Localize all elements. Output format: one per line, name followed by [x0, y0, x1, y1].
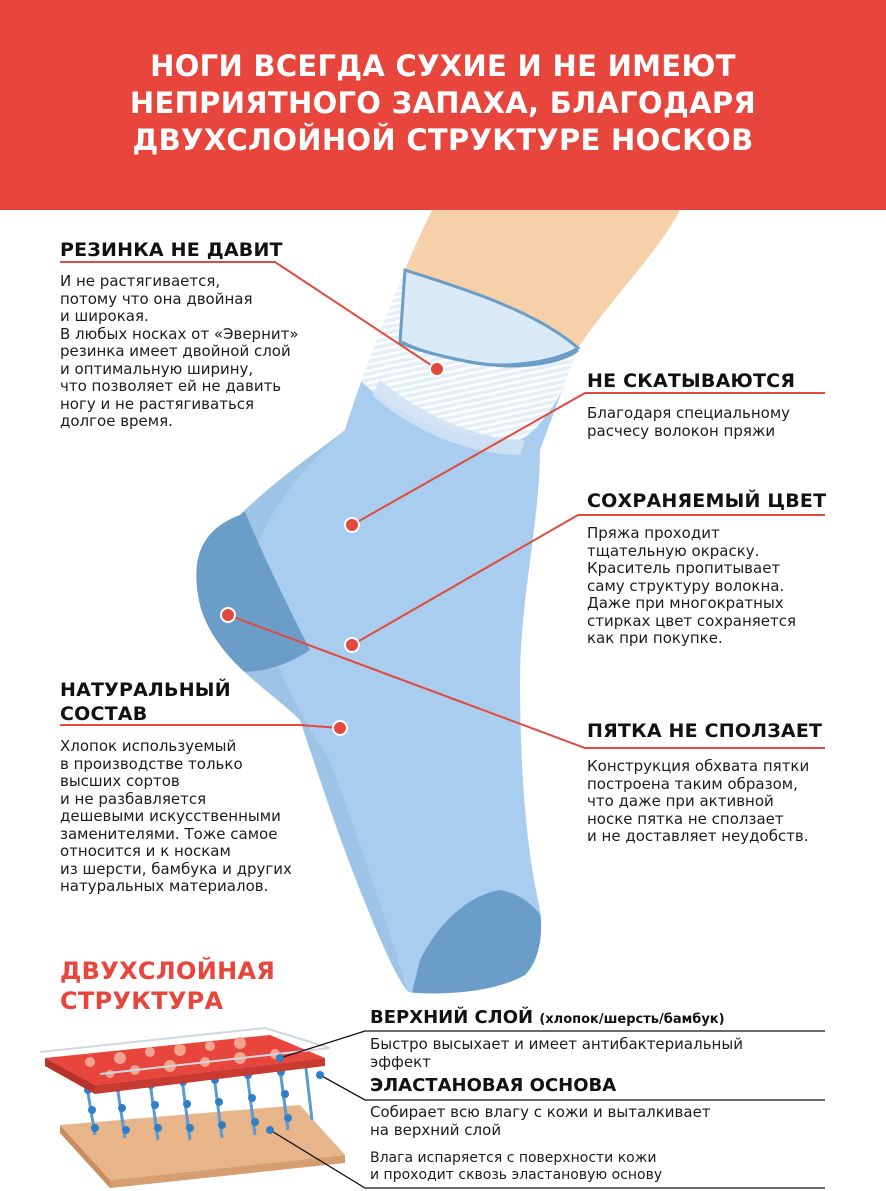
color-title: СОХРАНЯЕМЫЙ ЦВЕТ: [587, 490, 827, 512]
evaporation-note: Влага испаряется с поверхности кожи и проходит сквозь эластановую основу: [370, 1150, 663, 1183]
top-layer-title-main: ВЕРХНИЙ СЛОЙ: [370, 1007, 534, 1028]
top-layer-text: Быстро высыхает и имеет антибактериальный эффект: [370, 1035, 743, 1071]
callout-dot-natural: [333, 721, 347, 735]
callout-dot-elastic: [430, 362, 444, 376]
natural-title: НАТУРАЛЬНЫЙ СОСТАВ: [60, 679, 231, 725]
no-roll-text: Благодаря специальному расчесу волокон пряжи: [587, 404, 791, 440]
natural-text: Хлопок используемый в производстве только высших сортов и не разбавляется дешевыми искусственными заменителями. Тоже самое относится и к носкам из шерсти, бамбука и других натуральных материалов.: [60, 737, 292, 895]
heel-text: Конструкция обхвата пятки построена таким образом, что даже при активной носке пятка не сползает и не доставляет неудобств.: [587, 757, 810, 845]
elastic-title: РЕЗИНКА НЕ ДАВИТ: [60, 239, 283, 261]
top-layer-subtitle: (хлопок/шерсть/бамбук): [539, 1012, 725, 1027]
banner-title: НОГИ ВСЕГДА СУХИЕ И НЕ ИМЕЮТ НЕПРИЯТНОГО ЗАПАХА, БЛАГОДАРЯ ДВУХСЛОЙНОЙ СТРУКТУРЕ НОСКОВ: [129, 49, 757, 157]
structure-title: ДВУХСЛОЙНАЯ СТРУКТУРА: [60, 957, 276, 1015]
elastane-text: Собирает всю влагу с кожи и выталкивает на верхний слой: [370, 1103, 711, 1139]
elastic-text: И не растягивается, потому что она двойная и широкая. В любых носках от «Эвернит» резинка имеет двойной слой и оптимальную ширину, что позволяет ей не давить ногу и не растягиваться долгое время.: [60, 272, 299, 430]
callout-dot-heel: [221, 608, 235, 622]
no-roll-title: НЕ СКАТЫВАЮТСЯ: [587, 370, 796, 392]
callout-dot-color: [345, 638, 359, 652]
elastane-title: ЭЛАСТАНОВАЯ ОСНОВА: [370, 1075, 617, 1096]
top-layer-title: [370, 1007, 725, 1031]
color-text: Пряжа проходит тщательную окраску. Краситель пропитывает саму структуру волокна. Даже при многократных стирках цвет сохраняется как при покупке.: [587, 524, 797, 647]
heel-title: ПЯТКА НЕ СПОЛЗАЕТ: [587, 720, 823, 742]
callout-dot-no-roll: [345, 518, 359, 532]
